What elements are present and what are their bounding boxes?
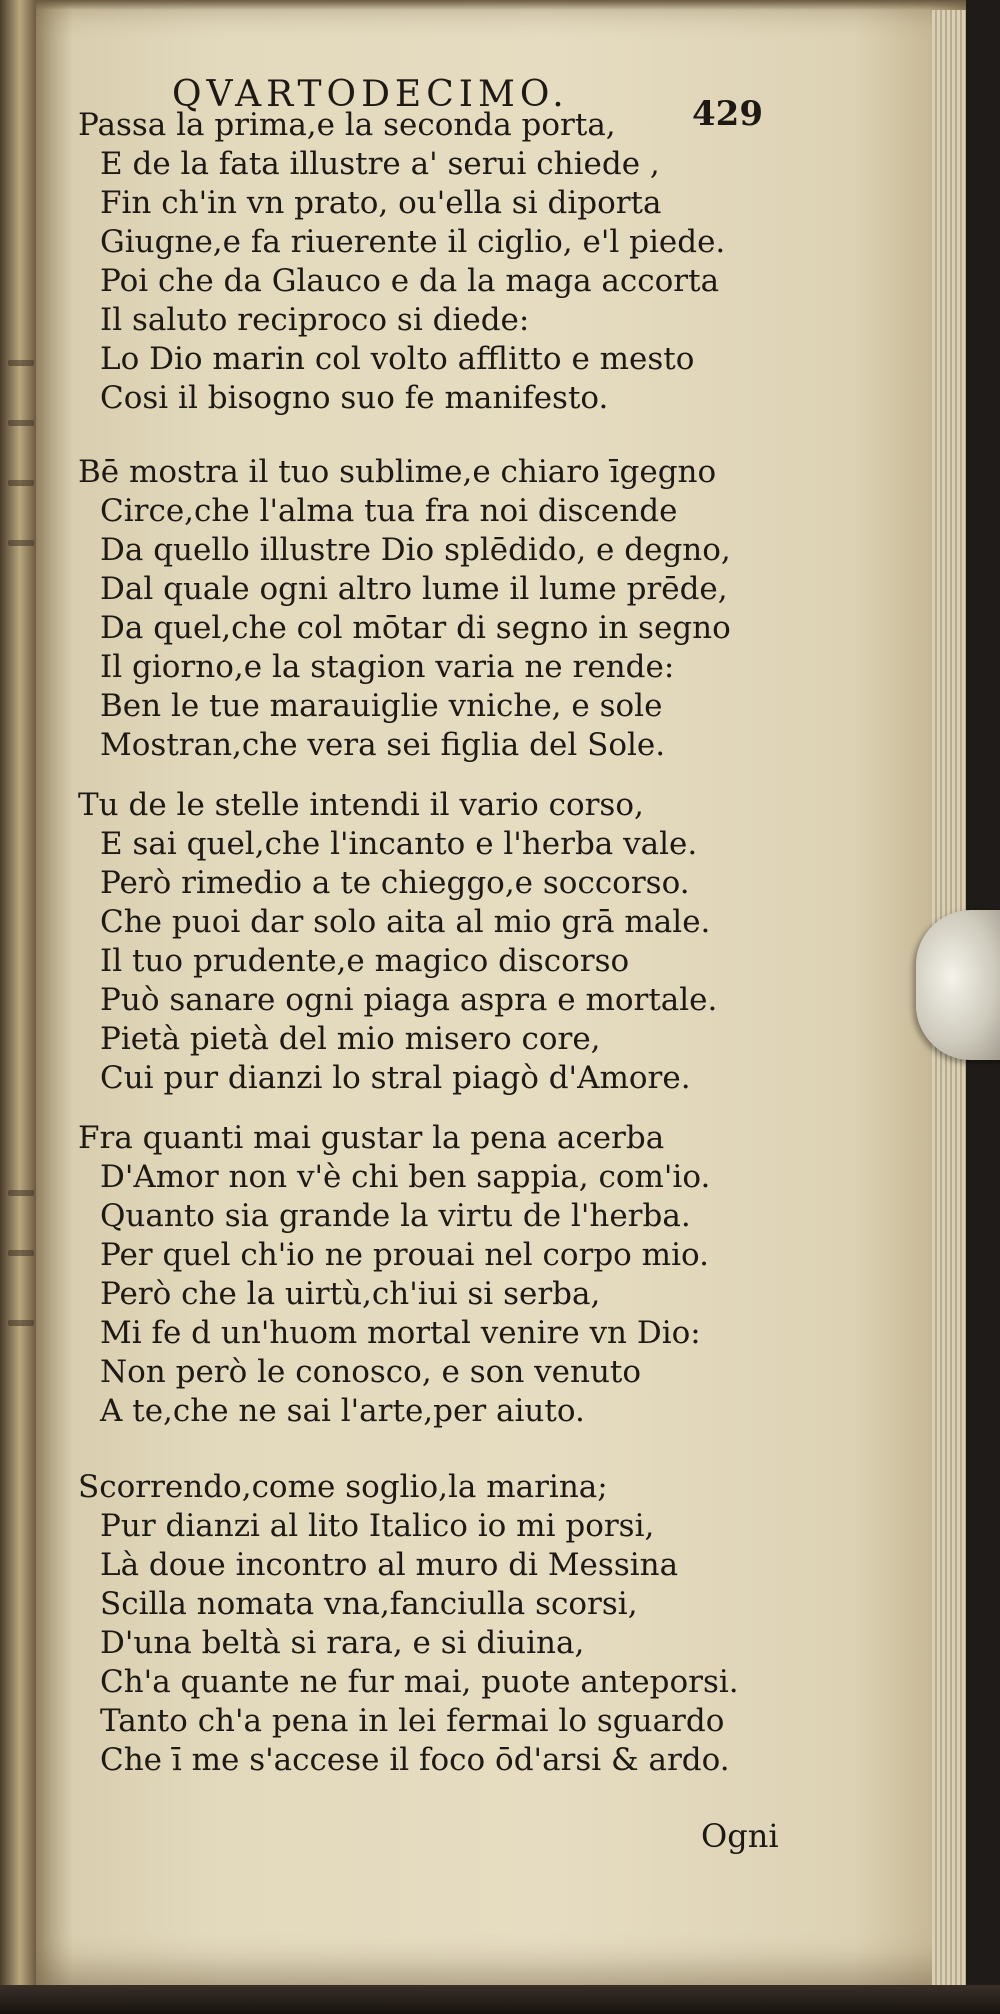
stanza-3 xyxy=(78,786,858,1098)
verse-line: D'una beltà si rara, e si diuina, xyxy=(100,1625,585,1661)
verse-line: Mostran,che vera sei figlia del Sole. xyxy=(100,727,666,763)
verse-line: E de la fata illustre a' serui chiede , xyxy=(100,146,660,182)
verse-line: Là doue incontro al muro di Messina xyxy=(100,1547,679,1583)
verse-line: Scilla nomata vna,fanciulla scorsi, xyxy=(100,1586,638,1622)
verse-line: Che puoi dar solo aita al mio grā male. xyxy=(100,904,711,940)
verse-line: Però che la uirtù,ch'iui si serba, xyxy=(100,1276,601,1312)
verse-line: Non però le conosco, e son venuto xyxy=(100,1354,642,1390)
page-bottom-shadow xyxy=(0,1985,1000,2014)
verse-line: Pietà pietà del mio misero core, xyxy=(100,1021,601,1057)
verse-line: A te,che ne sai l'arte,per aiuto. xyxy=(100,1393,585,1429)
verse-line: Quanto sia grande la virtu de l'herba. xyxy=(100,1198,691,1234)
verse-line: Ch'a quante ne fur mai, puote anteporsi. xyxy=(100,1664,739,1700)
verse-line: Lo Dio marin col volto afflitto e mesto xyxy=(100,341,695,377)
verse-line: Pur dianzi al lito Italico io mi porsi, xyxy=(100,1508,655,1544)
verse-line: Ben le tue marauiglie vniche, e sole xyxy=(100,688,663,724)
stanza-1 xyxy=(78,106,858,418)
verse-line: Il saluto reciproco si diede: xyxy=(100,302,530,338)
verse-line: D'Amor non v'è chi ben sappia, com'io. xyxy=(100,1159,711,1195)
verse-line: Cui pur dianzi lo stral piagò d'Amore. xyxy=(100,1060,691,1096)
page-number: 429 xyxy=(692,94,763,134)
verse-line: Però rimedio a te chieggo,e soccorso. xyxy=(100,865,690,901)
facing-page-edge xyxy=(0,0,36,2014)
verse-line: Mi fe d un'huom mortal venire vn Dio: xyxy=(100,1315,701,1351)
verse-line: Fra quanti mai gustar la pena acerba xyxy=(78,1120,665,1156)
verse-line: Circe,che l'alma tua fra noi discende xyxy=(100,493,678,529)
verse-line: Scorrendo,come soglio,la marina; xyxy=(78,1469,608,1505)
page-top-shadow xyxy=(36,0,966,10)
verse-line: Da quel,che col mōtar di segno in segno xyxy=(100,610,731,646)
verse-line: Il giorno,e la stagion varia ne rende: xyxy=(100,649,675,685)
stanza-5 xyxy=(78,1468,858,1780)
verse-line: Il tuo prudente,e magico discorso xyxy=(100,943,630,979)
verse-line: E sai quel,che l'incanto e l'herba vale. xyxy=(100,826,698,862)
stanza-2 xyxy=(78,453,858,765)
ribbon-tab xyxy=(916,910,1000,1060)
running-head: QVARTODECIMO. xyxy=(172,74,569,115)
verse-line: Tanto ch'a pena in lei fermai lo sguardo xyxy=(100,1703,725,1739)
verse-line: Può sanare ogni piaga aspra e mortale. xyxy=(100,982,718,1018)
verse-line: Cosi il bisogno suo fe manifesto. xyxy=(100,380,609,416)
verse-line: Per quel ch'io ne prouai nel corpo mio. xyxy=(100,1237,709,1273)
verse-line: Fin ch'in vn prato, ou'ella si diporta xyxy=(100,185,662,221)
verse-line: Da quello illustre Dio splēdido, e degno, xyxy=(100,532,731,568)
catchword: Ogni xyxy=(701,1817,779,1855)
stanza-4 xyxy=(78,1119,858,1431)
verse-line: Poi che da Glauco e da la maga accorta xyxy=(100,263,720,299)
verse-line: Dal quale ogni altro lume il lume prēde, xyxy=(100,571,728,607)
verse-line: Bē mostra il tuo sublime,e chiaro īgegno xyxy=(78,454,717,490)
verse-line: Che ī me s'accese il foco ōd'arsi & ardo. xyxy=(100,1742,730,1778)
verse-line: Giugne,e fa riuerente il ciglio, e'l piede. xyxy=(100,224,726,260)
verse-line: Tu de le stelle intendi il vario corso, xyxy=(78,787,644,823)
verse-line: Passa la prima,e la seconda porta, xyxy=(78,107,616,143)
